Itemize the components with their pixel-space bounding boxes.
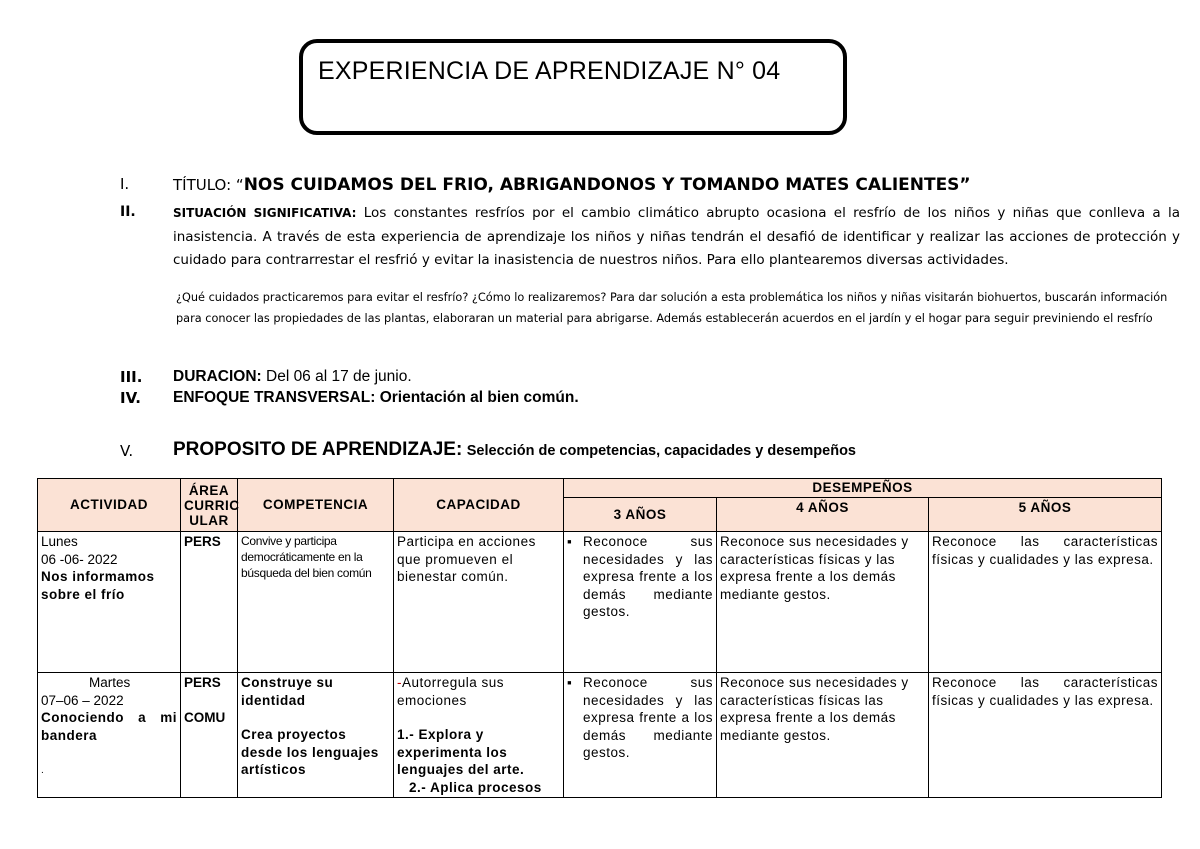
- cell-competencia: [238, 673, 394, 798]
- bullet-icon: ▪: [567, 534, 572, 549]
- cell-area: [181, 673, 238, 798]
- capacidad-text: 2.- Aplica procesos: [409, 779, 542, 795]
- header-competencia: COMPETENCIA: [238, 479, 394, 532]
- cell-5-anos: Reconoce las características físicas y cualidades y las expresa.: [929, 532, 1162, 673]
- cell-5-anos: Reconoce las características físicas y cualidades y las expresa.: [929, 673, 1162, 798]
- title-box: [299, 39, 847, 135]
- day: Lunes: [41, 534, 78, 549]
- table-row: [38, 532, 1162, 673]
- proposito-value: Selección de competencias, capacidades y desempeños: [466, 443, 856, 459]
- competencia-text: Construye su identidad: [241, 675, 334, 708]
- header-actividad: ACTIVIDAD: [38, 479, 181, 532]
- header-desempenos: DESEMPEÑOS: [564, 479, 1162, 498]
- section-number: II.: [120, 204, 136, 220]
- section-number: I.: [120, 175, 130, 193]
- section-body: [173, 175, 1180, 195]
- cell-3-anos: [564, 532, 717, 673]
- cell-area: [181, 532, 238, 673]
- competencia-text: Crea proyectos desde los lenguajes artísticos: [241, 727, 379, 777]
- cell-actividad: [38, 532, 181, 673]
- header-capacidad: CAPACIDAD: [394, 479, 564, 532]
- enfoque-value: Orientación al bien común.: [379, 389, 579, 406]
- activity-name: Conociendo a mi bandera: [41, 710, 177, 743]
- capacidad-value: Autorregula sus emociones: [397, 675, 505, 708]
- section-proposito: [120, 439, 1180, 463]
- bullet-icon: ▪: [567, 675, 572, 690]
- cell-competencia: Convive y participa democráticamente en la búsqueda del bien común: [238, 532, 394, 673]
- duracion-value: Del 06 al 17 de junio.: [266, 368, 412, 385]
- section-number: IV.: [120, 389, 141, 407]
- table-header-row: [38, 479, 1162, 498]
- cell-actividad: [38, 673, 181, 798]
- cell-4-anos: Reconoce sus necesidades y características físicas y las expresa frente a los demás mediante gestos.: [717, 532, 929, 673]
- bullet-item: [567, 674, 713, 762]
- situacion-questions: ¿Qué cuidados practicaremos para evitar el resfrío? ¿Cómo lo realizaremos? Para dar solución a esta problemática los niños y niñas visitarán biohuertos, buscarán información para conocer las propiedades de las plantas, elaboraran un material para abrigarse. Además establecerán acuerdos en el jardín y el hogar para seguir previniendo el resfrío: [176, 291, 1168, 325]
- activity-name: Nos informamos sobre el frío: [41, 569, 155, 602]
- section-number: V.: [120, 442, 134, 460]
- section-duracion: [120, 368, 1180, 388]
- section-enfoque: [120, 389, 1180, 409]
- activity-extra: .: [41, 765, 44, 776]
- title-value: NOS CUIDAMOS DEL FRIO, ABRIGANDONOS Y TOMANDO MATES CALIENTES”: [243, 175, 971, 195]
- section-body: [173, 389, 1180, 407]
- bullet-text: Reconoce sus necesidades y las expresa frente a los demás mediante gestos.: [583, 675, 713, 760]
- situacion-text: Los constantes resfríos por el cambio climático abrupto ocasiona el resfrío de los niños y niñas que conlleva a la inasistencia. A través de esta experiencia de aprendizaje los niños y niñas tendrán el desafió de identificar y realizar las acciones de protección y cuidado para contrarrestar el resfrió y evitar la inasistencia de nuestros niños. Para ello plantearemos diversas actividades.: [173, 205, 1181, 268]
- cell-capacidad: [394, 673, 564, 798]
- area-code: PERS: [184, 675, 221, 690]
- cell-3-anos: [564, 673, 717, 798]
- section-body: [173, 439, 1180, 461]
- section-number: III.: [120, 368, 143, 386]
- enfoque-label: ENFOQUE TRANSVERSAL:: [173, 389, 376, 406]
- competencias-table: [37, 478, 1162, 798]
- proposito-label: PROPOSITO DE APRENDIZAJE:: [173, 439, 463, 460]
- date: 07–06 – 2022: [41, 692, 124, 708]
- table-row: [38, 673, 1162, 798]
- header-3-anos: 3 AÑOS: [564, 498, 717, 532]
- header-area: ÁREA CURRIC ULAR: [181, 479, 238, 532]
- area-code: PERS: [184, 534, 221, 549]
- section-title: [120, 173, 1180, 197]
- day: Martes: [89, 675, 131, 690]
- header-4-anos: 4 AÑOS: [717, 498, 929, 532]
- title-label: TÍTULO: “: [173, 176, 244, 194]
- date: 06 -06- 2022: [41, 551, 118, 567]
- header-5-anos: 5 AÑOS: [929, 498, 1162, 532]
- capacidad-prefix: -: [397, 675, 402, 690]
- situacion-label: SITUACIÓN SIGNIFICATIVA:: [173, 206, 357, 220]
- section-body: [173, 368, 1180, 386]
- document-title: EXPERIENCIA DE APRENDIZAJE N° 04: [318, 57, 781, 85]
- bullet-text: Reconoce sus necesidades y las expresa frente a los demás mediante gestos.: [583, 534, 713, 619]
- bullet-item: [567, 533, 713, 621]
- capacidad-text: [397, 674, 560, 709]
- cell-4-anos: Reconoce sus necesidades y características físicas las expresa frente a los demás mediante gestos.: [717, 673, 929, 798]
- capacidad-text: 1.- Explora y experimenta los lenguajes del arte.: [397, 727, 525, 777]
- cell-capacidad: Participa en acciones que promueven el bienestar común.: [394, 532, 564, 673]
- duracion-label: DURACION:: [173, 368, 262, 385]
- area-code: COMU: [184, 709, 226, 725]
- situacion-text-block: [173, 202, 1180, 273]
